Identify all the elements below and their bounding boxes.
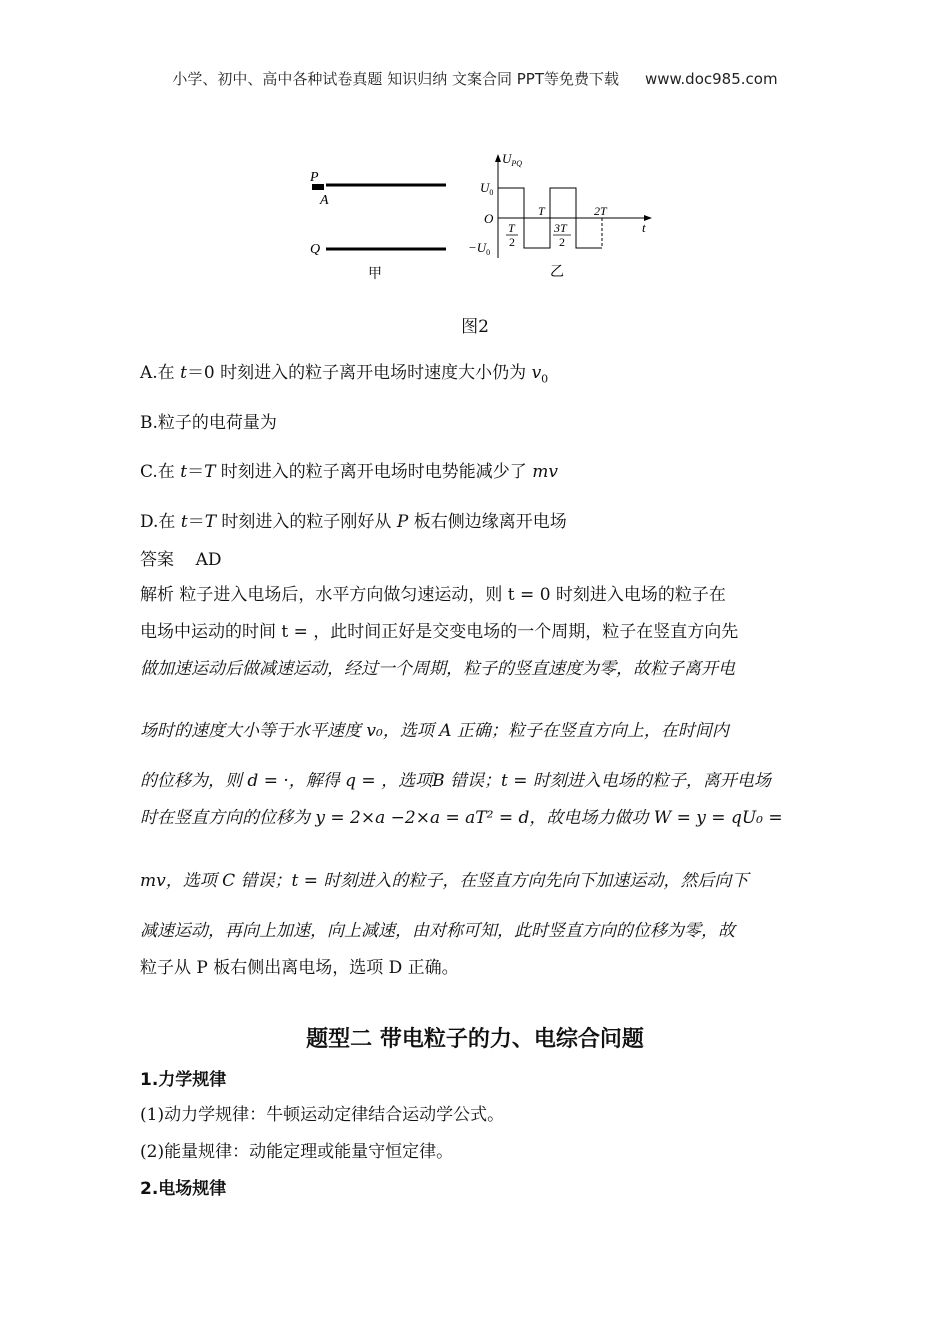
analysis-line-5: 的位移为，则 d = ·，解得 q = ，选项B 错误；t = 时刻进入电场的粒子，离开电场	[140, 771, 771, 791]
option-a: A.在 t＝0 时刻进入的粒子离开电场时速度大小仍为 $v_0$	[140, 363, 549, 386]
x-axis-label: t	[642, 220, 646, 235]
y-axis-arrow	[495, 154, 501, 162]
section-item-2: 2.电场规律	[140, 1179, 227, 1199]
figure-diagram	[300, 148, 660, 288]
answer-label: 答案	[140, 550, 174, 570]
analysis-line-2: 电场中运动的时间 t = ，此时间正好是交变电场的一个周期，粒子在竖直方向先	[140, 622, 739, 642]
analysis-line-7: mv，选项 C 错误；t = 时刻进入的粒子，在竖直方向先向下加速运动，然后向下	[140, 871, 749, 891]
tick-half-den: 2	[509, 235, 515, 249]
option-c: C.在 t＝T 时刻进入的粒子离开电场时电势能减少了 mv	[140, 462, 558, 482]
figure-2	[300, 148, 660, 288]
origin-label: O	[484, 211, 494, 226]
section-item-1-2: (2)能量规律：动能定理或能量守恒定律。	[140, 1142, 454, 1162]
header-site: www.doc985.com	[644, 70, 778, 88]
answer-line	[140, 548, 820, 572]
analysis-line-8: 减速运动，再向上加速，向上减速，由对称可知，此时竖直方向的位移为零，故	[140, 921, 735, 941]
label-p: P	[310, 170, 319, 185]
option-d: D.在 t＝T 时刻进入的粒子刚好从 P 板右侧边缘离开电场	[140, 512, 567, 532]
tick-3half-num: 3T	[554, 221, 567, 235]
neg-u0-label: $-U_0$	[468, 240, 491, 257]
section-item-1-1: (1)动力学规律：牛顿运动定律结合运动学公式。	[140, 1105, 505, 1125]
label-a: A	[320, 193, 329, 208]
analysis-line-4: 场时的速度大小等于水平速度 v₀，选项 A 正确；粒子在竖直方向上，在时间内	[140, 721, 729, 741]
option-b: B.粒子的电荷量为	[140, 413, 277, 433]
analysis-line-3: 做加速运动后做减速运动，经过一个周期，粒子的竖直速度为零，故粒子离开电	[140, 659, 735, 679]
section-title: 题型二 带电粒子的力、电综合问题	[306, 1027, 644, 1052]
label-q: Q	[310, 242, 321, 257]
analysis-line-9: 粒子从 P 板右侧出离电场，选项 D 正确。	[140, 958, 459, 978]
tick-t: T	[538, 204, 545, 218]
tick-2t: 2T	[594, 204, 607, 218]
analysis-line-1: 解析 粒子进入电场后，水平方向做匀速运动，则 t = 0 时刻进入电场的粒子在	[140, 585, 726, 605]
label-yi: 乙	[550, 265, 564, 280]
section-item-1: 1.力学规律	[140, 1070, 227, 1090]
tick-half-num: T	[508, 221, 515, 235]
page-header	[0, 68, 950, 89]
tick-3half-den: 2	[559, 235, 565, 249]
y-axis-label: $U_{PQ}$	[502, 151, 523, 168]
analysis-line-6: 时在竖直方向的位移为 y = 2×a −2×a = aT² = d，故电场力做功 W = y = qU₀ =	[140, 808, 783, 828]
header-text: 小学、初中、高中各种试卷真题 知识归纳 文案合同 PPT等免费下载	[172, 70, 619, 88]
answer-value: AD	[195, 550, 222, 570]
u0-label: $U_0$	[480, 180, 494, 197]
figure-caption: 图2	[461, 317, 489, 337]
label-jia: 甲	[368, 267, 382, 282]
